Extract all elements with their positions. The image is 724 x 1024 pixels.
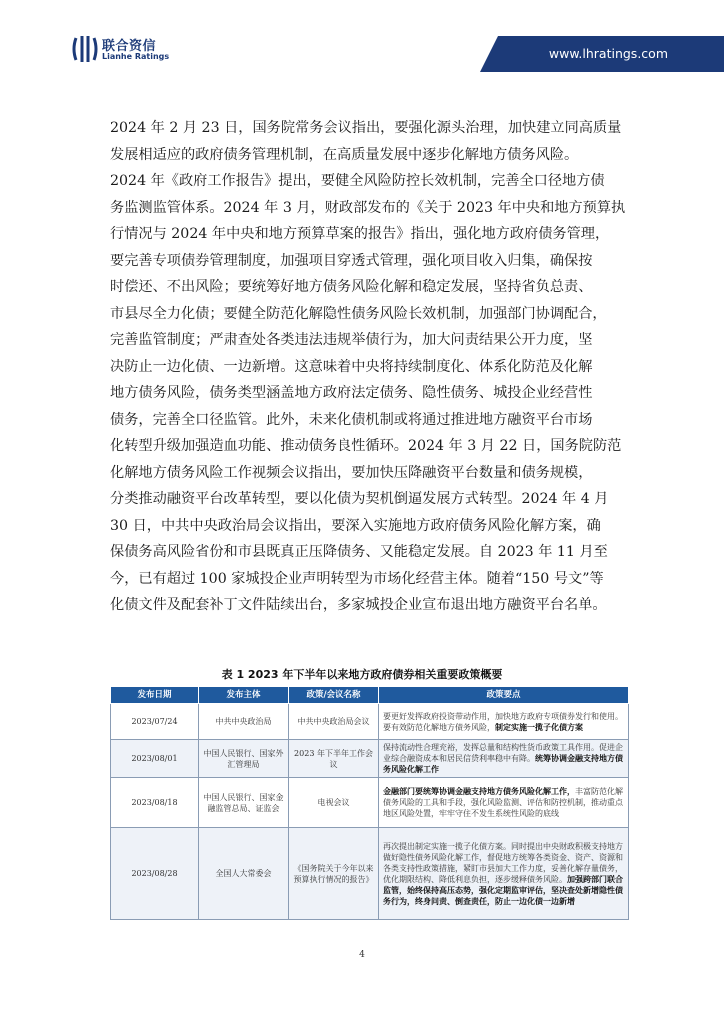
body-line: 决防止一边化债、一边新增。这意味着中央将持续制度化、体系化防范及化解 <box>110 358 593 375</box>
row-date: 2023/08/28 <box>111 828 199 920</box>
header-website-url[interactable]: www.lhratings.com <box>548 46 668 61</box>
policy-table <box>110 686 629 920</box>
points-emphasis: 金融部门要统筹协调金融支持地方债务风险化解工作， <box>383 787 575 796</box>
body-line: 要完善专项债券管理制度，加强项目穿透式管理，强化项目收入归集，确保按 <box>110 252 593 269</box>
row-policy-name: 电视会议 <box>289 778 379 828</box>
body-line: 化债文件及配套补丁文件陆续出台，多家城投企业宣布退出地方融资平台名单。 <box>110 597 607 613</box>
row-policy-points <box>379 704 629 740</box>
logo-mark-icon <box>72 34 98 64</box>
body-line: 30 日，中共中央政治局会议指出，要深入实施地方政府债务风险化解方案，确 <box>110 517 601 534</box>
body-line: 务监测监管体系。2024 年 3 月，财政部发布的《关于 2023 年中央和地方预算执 <box>110 199 626 216</box>
points-text: 要更好发挥政府投资带动作用，加快地方政府专项债券发行和使用。要有效防范化解地方债务风险， <box>383 711 623 732</box>
body-line: 今，已有超过 100 家城投企业声明转型为市场化经营主体。随着“150 号文”等 <box>110 570 604 587</box>
page-number: 4 <box>359 950 365 960</box>
table-header-row <box>111 687 629 704</box>
row-policy-name: 中共中央政治局会议 <box>289 704 379 740</box>
table-row <box>111 778 629 828</box>
points-text: 再次提出制定实施一揽子化债方案。同时提出中央财政积极支持地方做好隐性债务风险化解工作，督促地方统筹各类资金、资产、资源和各类支持性政策措施，紧盯市县加大工作力度，妥善化解存量债务，优化期限结构、降低利息负担，逐步缓释债务风险。 <box>383 841 623 884</box>
points-emphasis: 制定实施一揽子化债方案 <box>495 722 583 732</box>
body-line: 2024 年 2 月 23 日，国务院常务会议指出，要强化源头治理，加快建立同高质量 <box>110 120 622 136</box>
body-line: 行情况与 2024 年中央和地方预算草案的报告》指出，强化地方政府债务管理， <box>110 226 610 242</box>
points-emphasis: 加强跨部门联合监管，始终保持高压态势，强化定期监审评估，坚决查处新增隐性债务行为，终身问责、倒查责任，防止一边化债一边新增 <box>383 874 623 906</box>
row-policy-name: 《国务院关于今年以来预算执行情况的报告》 <box>289 828 379 920</box>
row-date: 2023/08/18 <box>111 778 199 828</box>
row-issuer: 中国人民银行、国家金融监管总局、证监会 <box>199 778 289 828</box>
header-policy-name: 政策/会议名称 <box>289 687 379 704</box>
row-policy-points <box>379 740 629 778</box>
row-policy-name: 2023 年下半年工作会议 <box>289 740 379 778</box>
row-policy-points <box>379 828 629 920</box>
logo-english-name: Lianhe Ratings <box>102 52 170 61</box>
table-row <box>111 740 629 778</box>
body-line: 完善监管制度；严肃查处各类违法违规举债行为，加大问责结果公开力度，坚 <box>110 332 593 348</box>
header-issuer: 发布主体 <box>199 687 289 704</box>
row-date: 2023/08/01 <box>111 740 199 778</box>
body-line: 分类推动融资平台改革转型，要以化债为契机倒逼发展方式转型。2024 年 4 月 <box>110 491 609 507</box>
lianhe-logo <box>72 34 172 66</box>
page-header <box>0 0 724 95</box>
row-date: 2023/07/24 <box>111 704 199 740</box>
body-line: 化解地方债务风险工作视频会议指出，要加快压降融资平台数量和债务规模， <box>110 464 593 481</box>
body-line: 保债务高风险省份和市县既真正压降债务、又能稳定发展。自 2023 年 11 月至 <box>110 544 608 560</box>
body-line: 时偿还、不出风险；要统筹好地方债务风险化解和稳定发展，坚持省负总责、 <box>110 279 593 295</box>
table-row <box>111 704 629 740</box>
points-text: 丰富防范化解债务风险的工具和手段，强化风险监测、评估和防控机制，推动重点地区风险处置，牢牢守住不发生系统性风险的底线 <box>383 787 623 818</box>
body-line: 债务，完善全口径监管。此外，未来化债机制或将通过推进地方融资平台市场 <box>110 411 593 428</box>
body-paragraph <box>110 115 626 619</box>
points-text: 保持流动性合理充裕，发挥总量和结构性货币政策工具作用。促进企业综合融资成本和居民信贷利率稳中有降。 <box>383 743 623 763</box>
header-url-bar <box>480 36 724 72</box>
logo-chinese-name: 联合资信 <box>102 39 157 54</box>
row-issuer: 中共中央政治局 <box>199 704 289 740</box>
body-line: 市县尽全力化债；要健全防范化解隐性债务风险长效机制，加强部门协调配合， <box>110 305 607 322</box>
points-emphasis: 统筹协调金融支持地方债务风险化解工作 <box>383 754 623 774</box>
body-line: 发展相适应的政府债务管理机制，在高质量发展中逐步化解地方债务风险。 <box>110 146 579 163</box>
header-date: 发布日期 <box>111 687 199 704</box>
row-issuer: 中国人民银行、国家外汇管理局 <box>199 740 289 778</box>
row-policy-points <box>379 778 629 828</box>
body-line: 化转型升级加强造血功能、推动债务良性循环。2024 年 3 月 22 日，国务院防范 <box>110 438 622 454</box>
body-line: 2024 年《政府工作报告》提出，要健全风险防控长效机制，完善全口径地方债 <box>110 173 605 189</box>
body-line: 地方债务风险，债务类型涵盖地方政府法定债务、隐性债务、城投企业经营性 <box>110 385 593 401</box>
header-policy-points: 政策要点 <box>379 687 629 704</box>
table-row <box>111 828 629 920</box>
row-issuer: 全国人大常委会 <box>199 828 289 920</box>
table-title: 表 1 2023 年下半年以来地方政府债券相关重要政策概要 <box>221 668 503 681</box>
